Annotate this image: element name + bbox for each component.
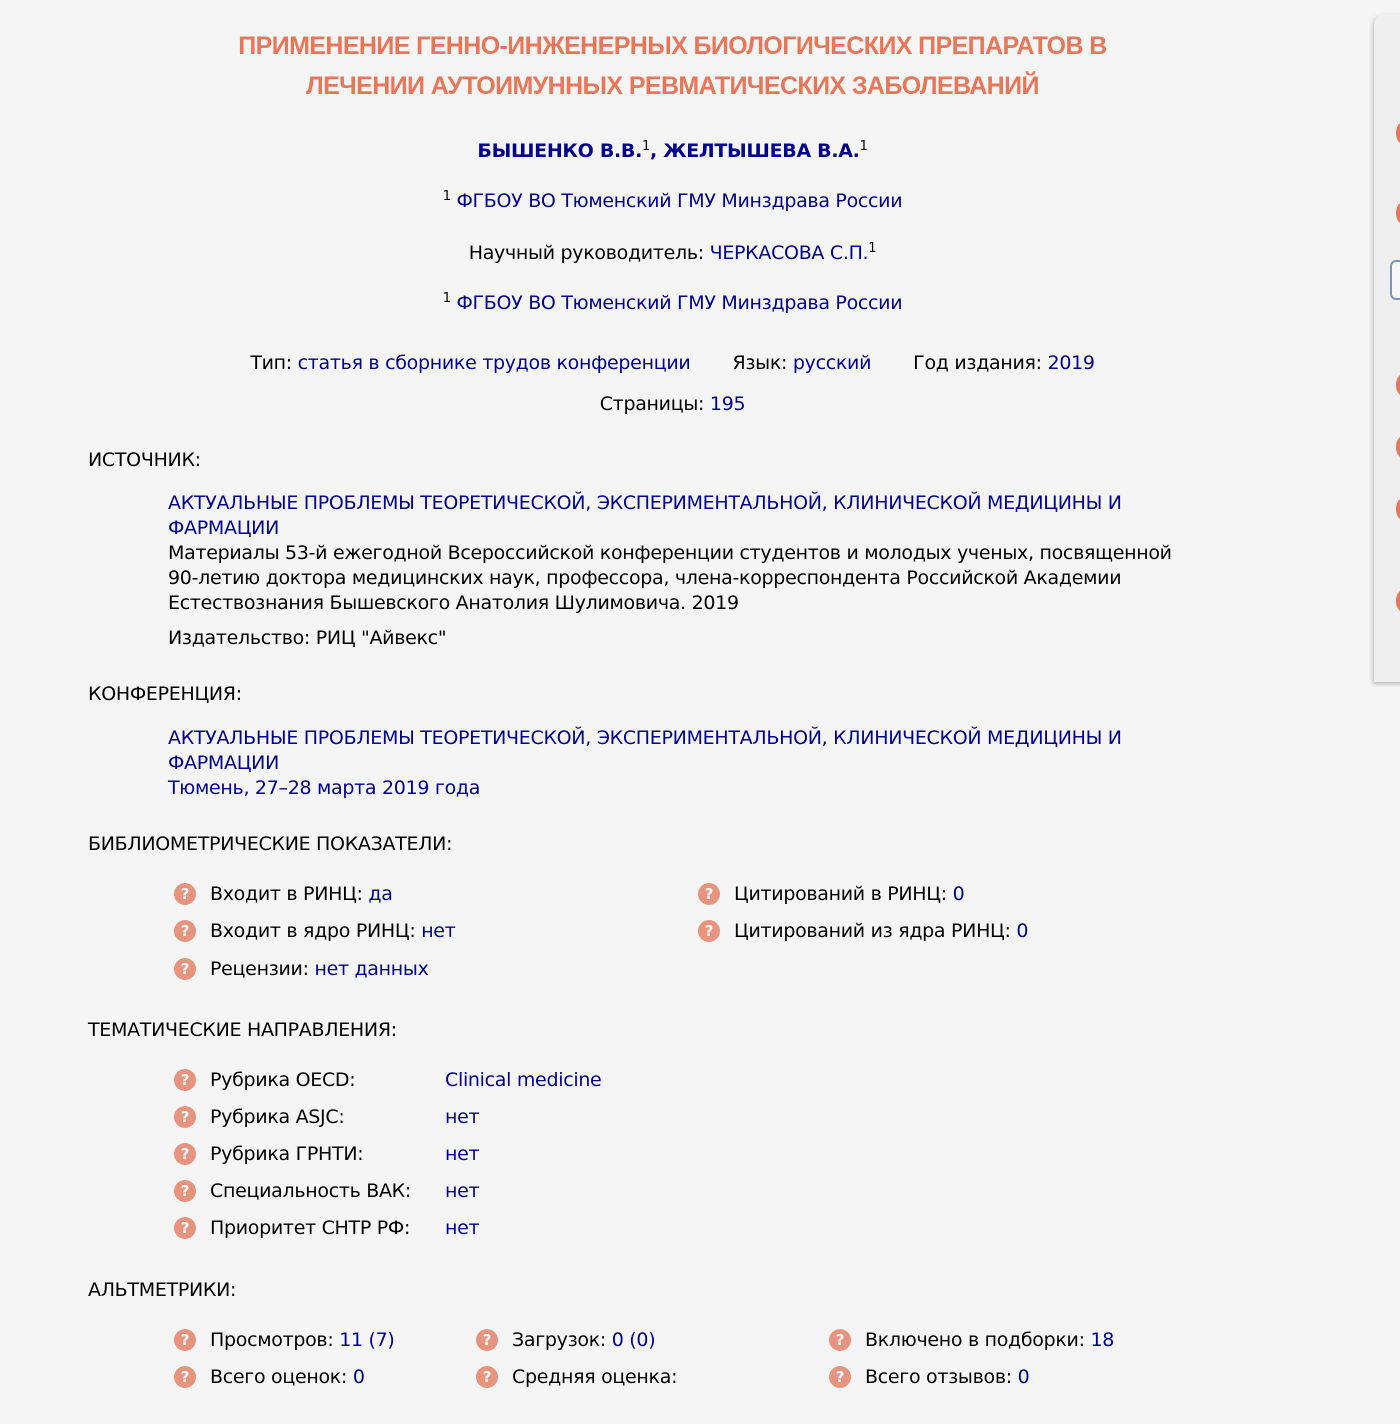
conference-title-link[interactable] xyxy=(168,726,1198,776)
article-title-line-1: ПРИМЕНЕНИЕ ГЕННО-ИНЖЕНЕРНЫХ БИОЛОГИЧЕСКИХ ПРЕПАРАТОВ В xyxy=(238,32,1107,60)
help-icon[interactable]: ? xyxy=(698,920,720,942)
item-label: Загрузок: xyxy=(512,1329,607,1351)
thematic-item xyxy=(174,1103,479,1131)
year-label: Год издания: xyxy=(913,352,1042,374)
pages xyxy=(130,393,1215,415)
affiliation xyxy=(130,190,1215,212)
item-label: Специальность ВАК: xyxy=(210,1180,411,1202)
help-icon[interactable]: ? xyxy=(174,1106,196,1128)
item-label: Рецензии: xyxy=(210,958,309,980)
help-icon[interactable] xyxy=(1396,436,1400,458)
help-icon[interactable]: ? xyxy=(174,958,196,980)
supervisor xyxy=(130,242,1215,264)
altmetric-item xyxy=(476,1363,683,1391)
supervisor-link[interactable]: ЧЕРКАСОВА С.П. xyxy=(709,242,869,264)
item-value: нет xyxy=(421,920,456,942)
pages-value: 195 xyxy=(709,393,746,415)
item-value: 0 xyxy=(1016,920,1029,942)
source-title-line-2: ФАРМАЦИИ xyxy=(168,517,279,539)
help-icon[interactable]: ? xyxy=(476,1329,498,1351)
affiliation-sup: 1 xyxy=(442,291,451,306)
altmetric-item xyxy=(829,1326,1114,1354)
item-label: Включено в подборки: xyxy=(865,1329,1085,1351)
affiliation xyxy=(130,292,1215,314)
bibliometric-item xyxy=(174,880,393,908)
source-publisher: Издательство: РИЦ "Айвекс" xyxy=(168,627,447,649)
help-icon[interactable]: ? xyxy=(174,1217,196,1239)
type-value[interactable]: статья в сборнике трудов конференции xyxy=(297,352,691,374)
author-link[interactable]: БЫШЕНКО В.В. xyxy=(477,140,643,162)
item-label: Рубрика ASJC: xyxy=(210,1106,345,1128)
type-label: Тип: xyxy=(250,352,292,374)
bibliometric-item xyxy=(698,917,1028,945)
item-label: Всего отзывов: xyxy=(865,1366,1012,1388)
affiliation-link[interactable]: ФГБОУ ВО Тюменский ГМУ Минздрава России xyxy=(456,190,903,212)
item-value[interactable]: нет данных xyxy=(314,958,429,980)
help-icon[interactable]: ? xyxy=(174,1366,196,1388)
altmetric-item xyxy=(476,1326,655,1354)
conference-place-date: Тюмень, 27–28 марта 2019 года xyxy=(168,777,481,799)
conference-heading: КОНФЕРЕНЦИЯ: xyxy=(88,683,242,705)
help-icon[interactable]: ? xyxy=(174,883,196,905)
article-title-line-2: ЛЕЧЕНИИ АУТОИМУННЫХ РЕВМАТИЧЕСКИХ ЗАБОЛЕВАНИЙ xyxy=(306,72,1039,100)
help-icon[interactable]: ? xyxy=(829,1329,851,1351)
item-value: нет xyxy=(445,1217,480,1239)
help-icon[interactable] xyxy=(1396,202,1400,224)
year-value: 2019 xyxy=(1047,352,1095,374)
author-affiliation-sup: 1 xyxy=(859,139,868,154)
source-block xyxy=(168,491,1198,651)
item-value: нет xyxy=(445,1106,480,1128)
author-affiliation-sup: 1 xyxy=(642,139,651,154)
help-icon[interactable]: ? xyxy=(174,1180,196,1202)
item-label: Приоритет СНТР РФ: xyxy=(210,1217,411,1239)
item-value: 0 xyxy=(352,1366,365,1388)
altmetric-item xyxy=(829,1363,1029,1391)
item-value: 0 xyxy=(952,883,965,905)
conference-title-line-2: ФАРМАЦИИ xyxy=(168,752,279,774)
author-separator: , xyxy=(650,140,664,162)
publication-meta xyxy=(130,352,1215,374)
item-value: да xyxy=(368,883,393,905)
thematic-item xyxy=(174,1177,479,1205)
item-value: 0 xyxy=(1017,1366,1030,1388)
help-icon[interactable]: ? xyxy=(698,883,720,905)
help-icon[interactable] xyxy=(1396,498,1400,520)
conference-title-line-1: АКТУАЛЬНЫЕ ПРОБЛЕМЫ ТЕОРЕТИЧЕСКОЙ, ЭКСПЕРИМЕНТАЛЬНОЙ, КЛИНИЧЕСКОЙ МЕДИЦИНЫ И xyxy=(168,727,1122,749)
item-value: 11 (7) xyxy=(339,1329,395,1351)
thematic-item xyxy=(174,1214,479,1242)
help-icon[interactable] xyxy=(1396,590,1400,612)
affiliation-link[interactable]: ФГБОУ ВО Тюменский ГМУ Минздрава России xyxy=(456,292,903,314)
side-panel xyxy=(1374,14,1400,682)
item-value: нет xyxy=(445,1143,480,1165)
item-label: Входит в ядро РИНЦ: xyxy=(210,920,416,942)
help-icon[interactable] xyxy=(1396,122,1400,144)
item-value[interactable]: Clinical medicine xyxy=(445,1069,602,1091)
item-label: Цитирований из ядра РИНЦ: xyxy=(734,920,1011,942)
author-link[interactable]: ЖЕЛТЫШЕВА В.А. xyxy=(663,140,860,162)
source-title-line-1: АКТУАЛЬНЫЕ ПРОБЛЕМЫ ТЕОРЕТИЧЕСКОЙ, ЭКСПЕРИМЕНТАЛЬНОЙ, КЛИНИЧЕСКОЙ МЕДИЦИНЫ И xyxy=(168,492,1122,514)
help-icon[interactable] xyxy=(1396,374,1400,396)
bibliometrics-heading: БИБЛИОМЕТРИЧЕСКИЕ ПОКАЗАТЕЛИ: xyxy=(88,833,453,855)
bibliometric-item xyxy=(174,955,429,983)
supervisor-sup: 1 xyxy=(868,241,877,256)
help-icon[interactable]: ? xyxy=(476,1366,498,1388)
item-value: нет xyxy=(445,1180,480,1202)
item-label: Цитирований в РИНЦ: xyxy=(734,883,947,905)
help-icon[interactable]: ? xyxy=(174,1069,196,1091)
bibliometric-item xyxy=(174,917,455,945)
source-description-line-1: Материалы 53-й ежегодной Всероссийской конференции студентов и молодых ученых, посвященной xyxy=(168,542,1172,564)
altmetrics-heading: АЛЬТМЕТРИКИ: xyxy=(88,1279,237,1301)
item-label: Рубрика ГРНТИ: xyxy=(210,1143,364,1165)
language-value: русский xyxy=(792,352,872,374)
supervisor-label: Научный руководитель: xyxy=(468,242,704,264)
side-panel-input[interactable] xyxy=(1390,260,1400,300)
item-value: 18 xyxy=(1090,1329,1115,1351)
help-icon[interactable]: ? xyxy=(829,1366,851,1388)
thematic-heading: ТЕМАТИЧЕСКИЕ НАПРАВЛЕНИЯ: xyxy=(88,1019,397,1041)
altmetric-item xyxy=(174,1363,365,1391)
help-icon[interactable]: ? xyxy=(174,1329,196,1351)
help-icon[interactable]: ? xyxy=(174,1143,196,1165)
item-label: Средняя оценка: xyxy=(512,1366,678,1388)
item-label: Всего оценок: xyxy=(210,1366,348,1388)
language-label: Язык: xyxy=(732,352,788,374)
affiliation-sup: 1 xyxy=(442,189,451,204)
thematic-item xyxy=(174,1066,601,1094)
source-title-link[interactable] xyxy=(168,491,1198,541)
pages-label: Страницы: xyxy=(599,393,705,415)
altmetric-item xyxy=(174,1326,395,1354)
bibliometric-item xyxy=(698,880,964,908)
item-label: Входит в РИНЦ: xyxy=(210,883,363,905)
thematic-item xyxy=(174,1140,479,1168)
help-icon[interactable]: ? xyxy=(174,920,196,942)
article-title xyxy=(130,26,1215,106)
item-label: Просмотров: xyxy=(210,1329,334,1351)
source-description-line-2: 90-летию доктора медицинских наук, профессора, члена-корреспондента Российской Академии xyxy=(168,567,1122,589)
item-label: Рубрика OECD: xyxy=(210,1069,356,1091)
item-value: 0 (0) xyxy=(611,1329,656,1351)
source-description-line-3: Естествознания Бышевского Анатолия Шулимовича. 2019 xyxy=(168,592,739,614)
source-heading: ИСТОЧНИК: xyxy=(88,449,201,471)
conference-block xyxy=(168,726,1198,801)
authors xyxy=(130,140,1215,162)
